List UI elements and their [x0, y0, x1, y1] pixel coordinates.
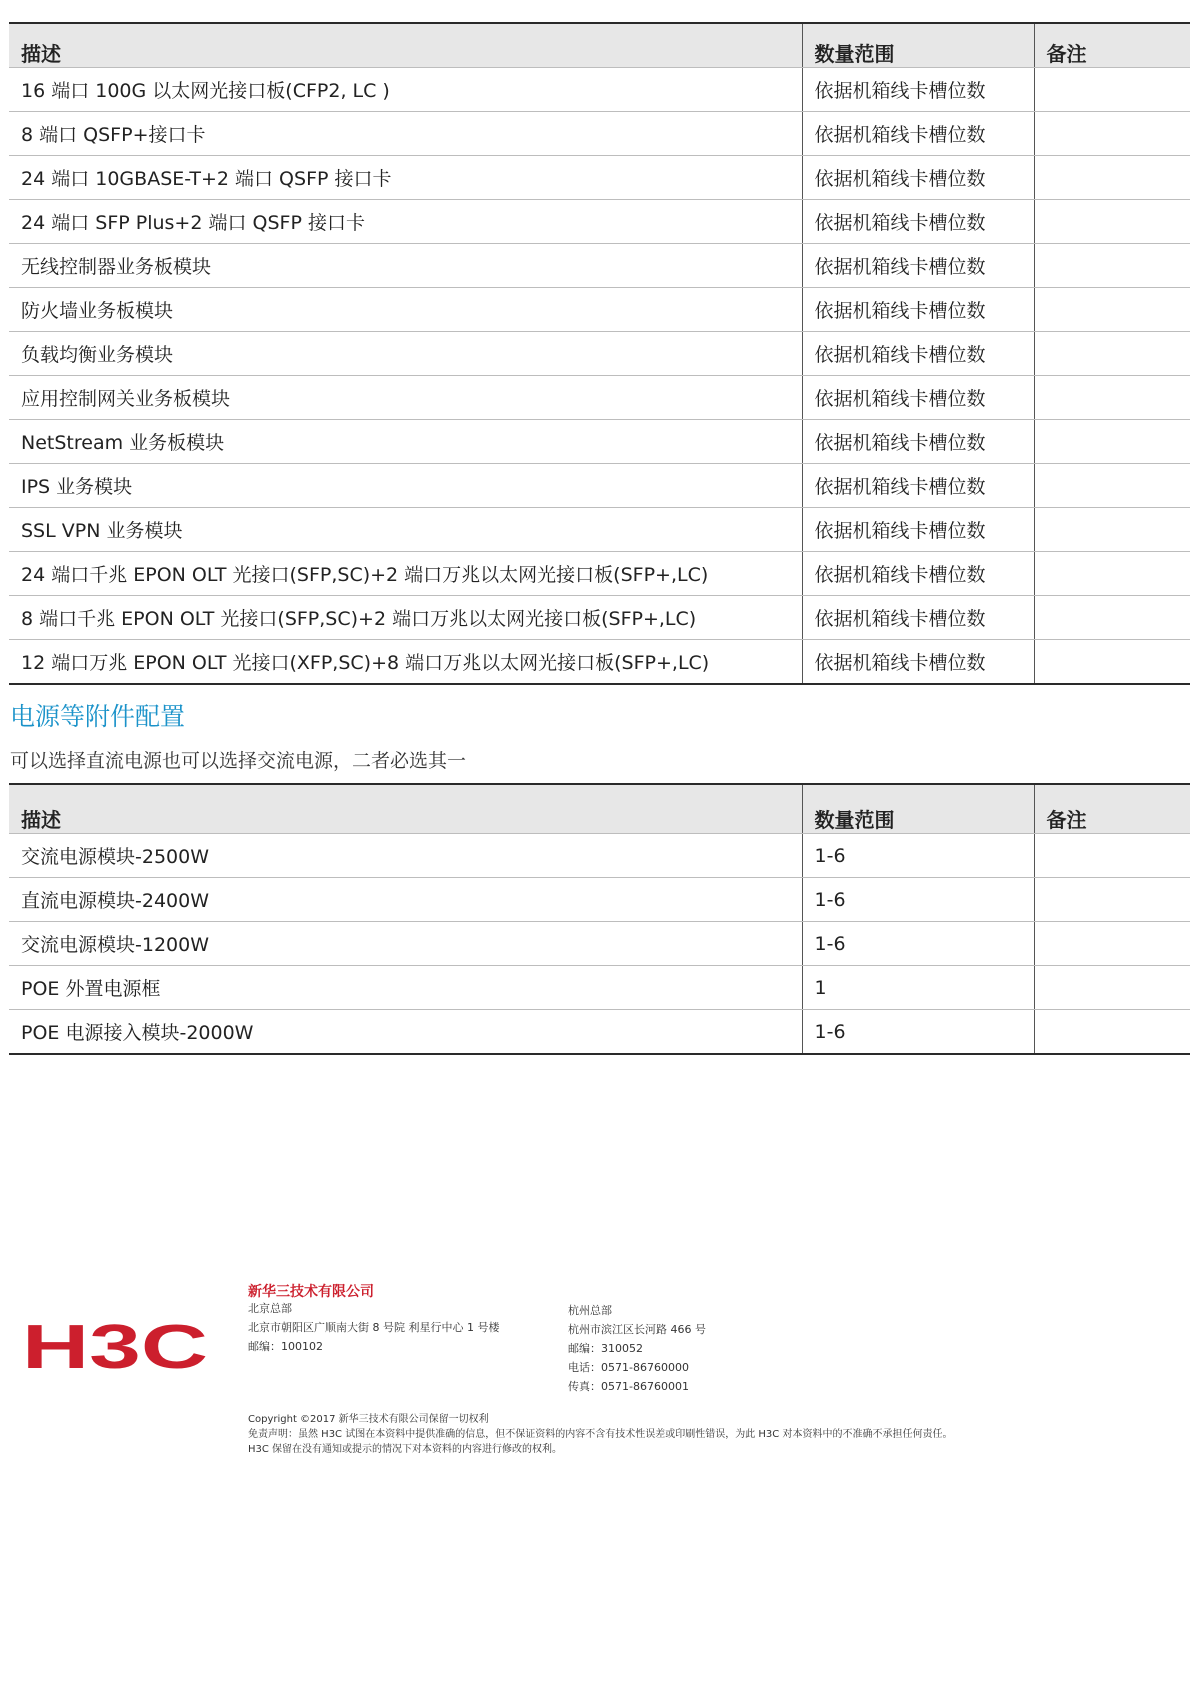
beijing-postcode: 邮编：100102	[248, 1340, 323, 1353]
column-header-remarks: 备注	[1034, 23, 1190, 68]
column-header-remarks: 备注	[1034, 784, 1190, 834]
hangzhou-postcode: 邮编：310052	[568, 1342, 643, 1355]
cell-description: 交流电源模块-1200W	[9, 922, 802, 966]
cell-quantity: 依据机箱线卡槽位数	[802, 156, 1034, 200]
cell-description: 防火墙业务板模块	[9, 288, 802, 332]
cell-quantity: 1-6	[802, 834, 1034, 878]
rights-reserved-line: H3C 保留在没有通知或提示的情况下对本资料的内容进行修改的权利。	[248, 1444, 563, 1455]
cell-remarks	[1034, 508, 1190, 552]
cell-quantity: 依据机箱线卡槽位数	[802, 420, 1034, 464]
cell-quantity: 依据机箱线卡槽位数	[802, 640, 1034, 685]
cell-quantity: 1	[802, 966, 1034, 1010]
cell-quantity: 依据机箱线卡槽位数	[802, 200, 1034, 244]
cell-quantity: 依据机箱线卡槽位数	[802, 244, 1034, 288]
cell-description: IPS 业务模块	[9, 464, 802, 508]
cell-description: 24 端口 SFP Plus+2 端口 QSFP 接口卡	[9, 200, 802, 244]
table-row	[9, 834, 1190, 878]
cell-quantity: 1-6	[802, 1010, 1034, 1055]
table-row	[9, 464, 1190, 508]
hangzhou-phone: 电话：0571-86760000	[568, 1361, 689, 1374]
cell-description: 无线控制器业务板模块	[9, 244, 802, 288]
cell-remarks	[1034, 156, 1190, 200]
line-card-table	[9, 22, 1190, 685]
table-row	[9, 376, 1190, 420]
cell-quantity: 1-6	[802, 922, 1034, 966]
cell-description: 24 端口千兆 EPON OLT 光接口(SFP,SC)+2 端口万兆以太网光接口板(SFP+,LC)	[9, 552, 802, 596]
cell-remarks	[1034, 376, 1190, 420]
cell-remarks	[1034, 288, 1190, 332]
table-row	[9, 922, 1190, 966]
cell-description: 交流电源模块-2500W	[9, 834, 802, 878]
cell-description: 12 端口万兆 EPON OLT 光接口(XFP,SC)+8 端口万兆以太网光接口板(SFP+,LC)	[9, 640, 802, 685]
table-row	[9, 508, 1190, 552]
company-name: 新华三技术有限公司	[248, 1284, 374, 1300]
table-row	[9, 244, 1190, 288]
cell-quantity: 依据机箱线卡槽位数	[802, 464, 1034, 508]
cell-quantity: 依据机箱线卡槽位数	[802, 596, 1034, 640]
table-header-row	[9, 23, 1190, 68]
section-note: 可以选择直流电源也可以选择交流电源，二者必选其一	[10, 750, 467, 772]
cell-remarks	[1034, 332, 1190, 376]
cell-description: 8 端口千兆 EPON OLT 光接口(SFP,SC)+2 端口万兆以太网光接口板(SFP+,LC)	[9, 596, 802, 640]
cell-remarks	[1034, 878, 1190, 922]
cell-quantity: 依据机箱线卡槽位数	[802, 288, 1034, 332]
table-row	[9, 68, 1190, 112]
table-row	[9, 112, 1190, 156]
cell-remarks	[1034, 112, 1190, 156]
hangzhou-title: 杭州总部	[568, 1304, 612, 1317]
hangzhou-headquarters	[568, 1301, 706, 1396]
cell-quantity: 依据机箱线卡槽位数	[802, 112, 1034, 156]
cell-description: 24 端口 10GBASE-T+2 端口 QSFP 接口卡	[9, 156, 802, 200]
table-row	[9, 288, 1190, 332]
cell-quantity: 依据机箱线卡槽位数	[802, 332, 1034, 376]
cell-description: 应用控制网关业务板模块	[9, 376, 802, 420]
table-row	[9, 200, 1190, 244]
cell-description: 8 端口 QSFP+接口卡	[9, 112, 802, 156]
cell-remarks	[1034, 640, 1190, 685]
section-title: 电源等附件配置	[10, 702, 186, 731]
cell-description: 负载均衡业务模块	[9, 332, 802, 376]
cell-remarks	[1034, 922, 1190, 966]
column-header-description: 描述	[9, 23, 802, 68]
table-header-row	[9, 784, 1190, 834]
cell-quantity: 依据机箱线卡槽位数	[802, 68, 1034, 112]
cell-remarks	[1034, 244, 1190, 288]
cell-remarks	[1034, 464, 1190, 508]
cell-remarks	[1034, 200, 1190, 244]
cell-description: 16 端口 100G 以太网光接口板(CFP2, LC )	[9, 68, 802, 112]
cell-remarks	[1034, 420, 1190, 464]
column-header-quantity: 数量范围	[802, 784, 1034, 834]
cell-quantity: 1-6	[802, 878, 1034, 922]
cell-remarks	[1034, 966, 1190, 1010]
table-row	[9, 420, 1190, 464]
h3c-logo	[20, 1318, 210, 1374]
hangzhou-fax: 传真：0571-86760001	[568, 1380, 689, 1393]
cell-remarks	[1034, 552, 1190, 596]
cell-quantity: 依据机箱线卡槽位数	[802, 508, 1034, 552]
table-row	[9, 966, 1190, 1010]
copyright-block	[248, 1412, 952, 1457]
table-row	[9, 878, 1190, 922]
cell-description: POE 电源接入模块-2000W	[9, 1010, 802, 1055]
cell-quantity: 依据机箱线卡槽位数	[802, 376, 1034, 420]
copyright-line: Copyright ©2017 新华三技术有限公司保留一切权利	[248, 1414, 489, 1425]
table-row	[9, 640, 1190, 685]
cell-description: SSL VPN 业务模块	[9, 508, 802, 552]
table-row	[9, 332, 1190, 376]
hangzhou-address: 杭州市滨江区长河路 466 号	[568, 1323, 706, 1336]
cell-remarks	[1034, 834, 1190, 878]
cell-remarks	[1034, 596, 1190, 640]
cell-description: 直流电源模块-2400W	[9, 878, 802, 922]
power-supply-table	[9, 783, 1190, 1055]
beijing-title: 北京总部	[248, 1302, 292, 1315]
logo-text: H3C	[22, 1318, 208, 1374]
table-row	[9, 552, 1190, 596]
column-header-description: 描述	[9, 784, 802, 834]
table-row	[9, 156, 1190, 200]
disclaimer-line: 免责声明：虽然 H3C 试图在本资料中提供准确的信息，但不保证资料的内容不含有技术性误差或印刷性错误，为此 H3C 对本资料中的不准确不承担任何责任。	[248, 1429, 953, 1440]
cell-description: NetStream 业务板模块	[9, 420, 802, 464]
cell-description: POE 外置电源框	[9, 966, 802, 1010]
cell-remarks	[1034, 1010, 1190, 1055]
table-row	[9, 1010, 1190, 1055]
beijing-headquarters	[248, 1299, 499, 1356]
beijing-address: 北京市朝阳区广顺南大街 8 号院 利星行中心 1 号楼	[248, 1321, 500, 1334]
cell-remarks	[1034, 68, 1190, 112]
cell-quantity: 依据机箱线卡槽位数	[802, 552, 1034, 596]
column-header-quantity: 数量范围	[802, 23, 1034, 68]
table-row	[9, 596, 1190, 640]
